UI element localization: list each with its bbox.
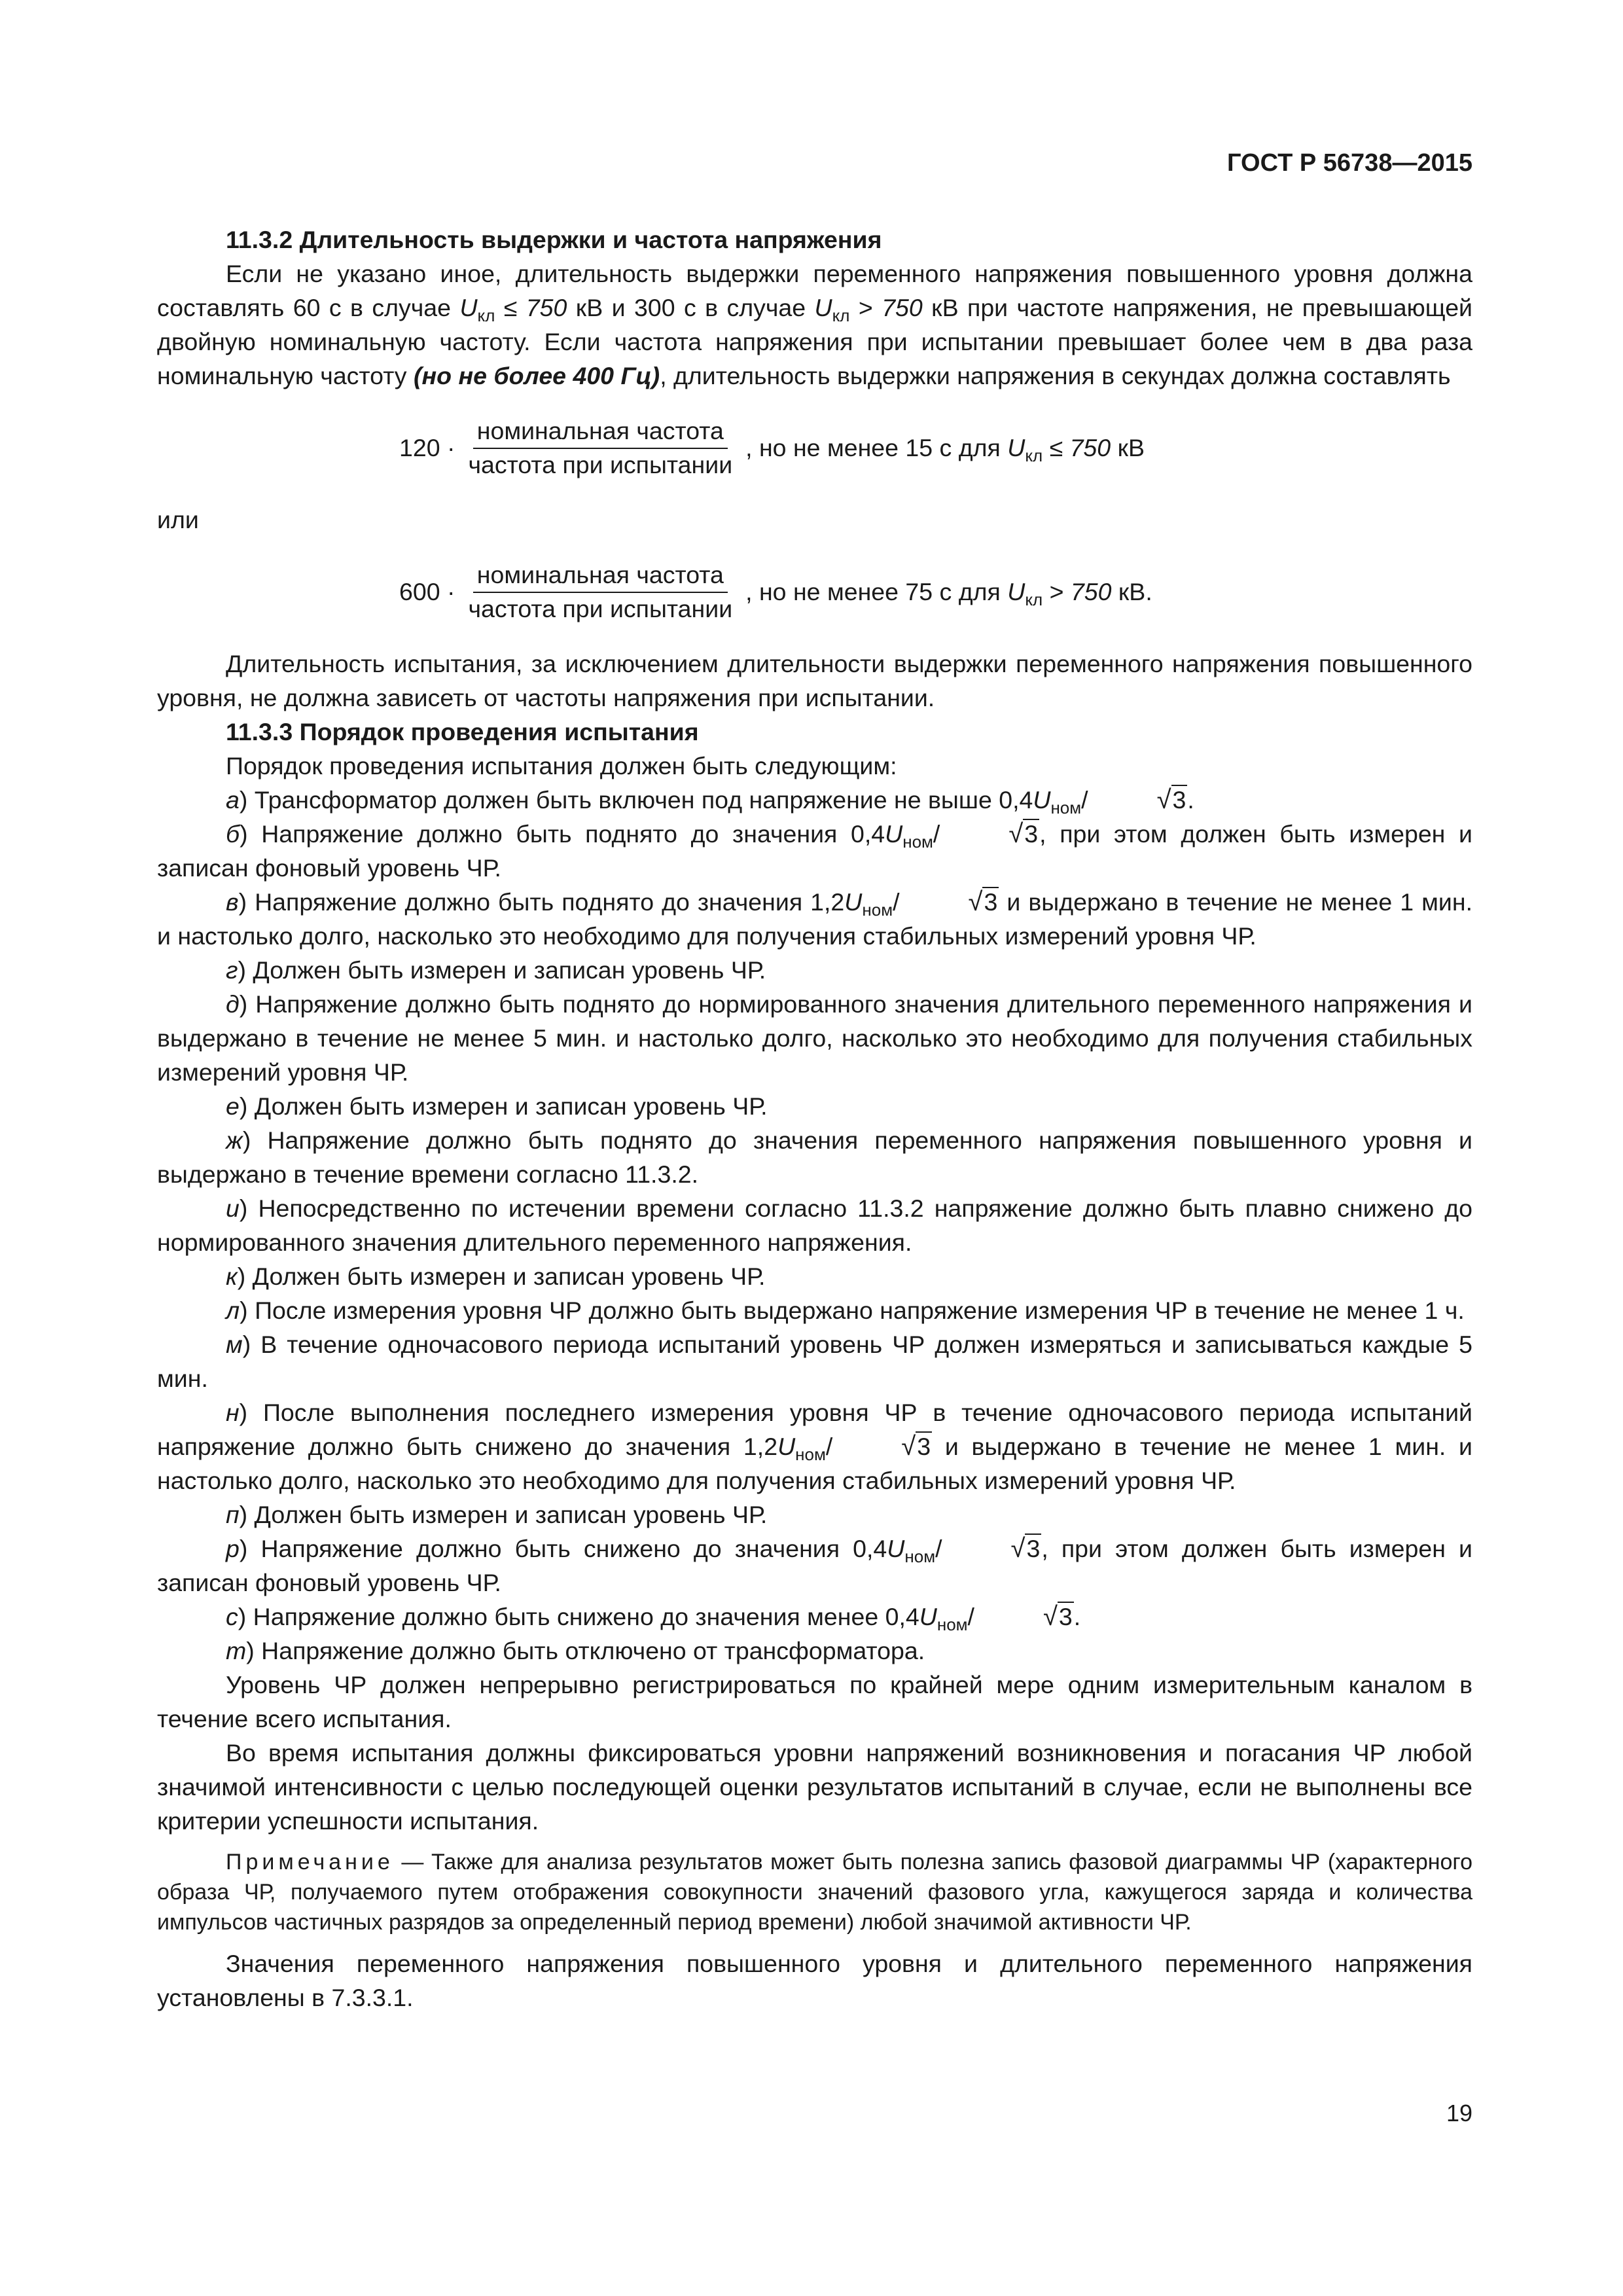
text-run: ) Непосредственно по истечении времени согласно 11.3.2 напряжение должно быть плавно снижено до нормированного значения длительного переменного напряжения.: [157, 1194, 1472, 1256]
list-letter: т: [226, 1637, 247, 1664]
text-run: .: [1187, 786, 1194, 814]
subscript-nom: ном: [904, 1547, 936, 1566]
subscript-kl: кл: [477, 306, 495, 325]
text-run: ) Напряжение должно быть отключено от трансформатора.: [246, 1637, 925, 1664]
text-run: ) Напряжение должно быть снижено до значения менее 0,4: [238, 1603, 919, 1630]
note: [157, 1847, 1472, 1937]
fraction-denominator: частота при испытании: [468, 451, 733, 478]
subscript-nom: ном: [936, 1615, 968, 1634]
slash: /: [967, 1603, 974, 1630]
text-run: ) Должен быть измерен и записан уровень ЧР.: [237, 1263, 766, 1290]
text-run: ) Напряжение должно быть поднято до значения 0,4: [240, 820, 885, 848]
root-sign: √: [1010, 1534, 1026, 1563]
list-item-s: [157, 1600, 1472, 1634]
list-item-b: [157, 817, 1472, 885]
text-run: ) Должен быть измерен и записан уровень ЧР.: [238, 956, 766, 984]
symbol-u: U: [459, 294, 478, 321]
symbol-u: U: [1007, 578, 1026, 605]
list-letter: б: [226, 820, 240, 848]
section-heading-11-3-3: 11.3.3 Порядок проведения испытания: [226, 718, 699, 745]
document-page: [157, 0, 1472, 2296]
text-run: , но не менее 75 с для: [745, 578, 1008, 605]
list-item-k: [157, 1259, 1472, 1293]
text-run: , при этом должен быть измерен и записан фоновый уровень ЧР.: [157, 820, 1472, 882]
symbol-u: U: [777, 1433, 796, 1460]
text-run: кВ: [1111, 434, 1145, 461]
list-letter: с: [226, 1603, 238, 1630]
subscript-nom: ном: [795, 1444, 826, 1464]
sqrt-3: [940, 817, 1039, 851]
root-sign: √: [1008, 819, 1024, 848]
list-letter: г: [226, 956, 238, 984]
slash: /: [933, 820, 940, 848]
text-run: Если не указано иное, длительность выдержки переменного напряжения повышенного уровня должна составлять 60 с в случае: [157, 260, 1472, 321]
text-run: ) Трансформатор должен быть включен под напряжение не выше 0,4: [239, 786, 1033, 814]
list-item-g: [157, 953, 1472, 987]
value-750: 750: [1069, 434, 1111, 461]
list-item-p: [157, 1498, 1472, 1532]
text-run: ) Должен быть измерен и записан уровень ЧР.: [239, 1092, 768, 1120]
fraction-numerator: номинальная частота: [473, 560, 728, 593]
text-run: кВ.: [1111, 578, 1152, 605]
list-item-v: [157, 885, 1472, 953]
symbol-u: U: [887, 1535, 905, 1562]
root-sign: √: [901, 1432, 916, 1461]
list-letter: п: [226, 1501, 240, 1528]
symbol-u: U: [1033, 786, 1051, 814]
slash: /: [1081, 786, 1088, 814]
fraction: [464, 560, 736, 623]
list-letter: л: [226, 1297, 240, 1324]
text-run: , но не менее 15 с для: [745, 434, 1008, 461]
paragraph-fix-levels: Во время испытания должны фиксироваться уровни напряжений возникновения и погасания ЧР любой значимой интенсивности с целью последующей оценки результатов испытаний в случае, если не выполнены все критерии успешности испытания.: [157, 1739, 1472, 1835]
subscript-nom: ном: [1050, 798, 1082, 817]
radicand: 3: [984, 888, 998, 916]
list-item-e: [157, 1089, 1472, 1123]
radicand: 3: [1058, 1603, 1073, 1630]
text-run: >: [849, 294, 882, 321]
list-letter: е: [226, 1092, 240, 1120]
text-run: ≤: [1043, 434, 1070, 461]
text-run: .: [1073, 1603, 1081, 1630]
fraction-denominator: частота при испытании: [468, 595, 733, 622]
sqrt-3: [900, 885, 999, 919]
list-letter: р: [226, 1535, 240, 1562]
formula-coefficient: 120 ·: [399, 434, 455, 461]
sqrt-3: [974, 1600, 1074, 1634]
symbol-u: U: [919, 1603, 937, 1630]
list-letter: ж: [226, 1126, 243, 1154]
subscript-kl: кл: [832, 306, 850, 325]
formula-condition: [745, 431, 1145, 465]
slash: /: [893, 888, 900, 916]
root-sign: √: [968, 888, 983, 916]
root-sign: √: [1043, 1602, 1058, 1631]
text-run: кВ и 300 с в случае: [567, 294, 815, 321]
fraction: [464, 416, 736, 479]
list-letter: к: [226, 1263, 238, 1290]
section-heading-11-3-2: 11.3.2 Длительность выдержки и частота напряжения: [226, 226, 882, 253]
note-label: Примечание: [226, 1850, 394, 1874]
list-letter: в: [226, 888, 239, 916]
list-letter: м: [226, 1331, 243, 1358]
value-750: 750: [882, 294, 923, 321]
text-run: кВ при частоте напряжения, не превышающей двойную номинальную частоту. Если частота напряжения при испытании превышает более чем в два раза номинальную частоту: [157, 294, 1473, 389]
slash: /: [935, 1535, 942, 1562]
bold-italic-text: (но не более 400 Гц): [413, 362, 660, 389]
formula-coefficient: 600 ·: [399, 578, 455, 605]
text-run: ≤: [495, 294, 526, 321]
symbol-u: U: [844, 888, 863, 916]
text-run: ) После измерения уровня ЧР должно быть выдержано напряжение измерения ЧР в течение не менее 1 ч.: [240, 1297, 1465, 1324]
formula-120: [157, 393, 1472, 503]
text-run: ) Напряжение должно быть поднято до значения 1,2: [238, 888, 845, 916]
formula-condition: [745, 575, 1152, 609]
sqrt-3: [832, 1429, 932, 1463]
text-run: ) Напряжение должно быть поднято до нормированного значения длительного переменного напряжения и выдержано в течение не менее 5 мин. и настолько долго, насколько это необходимо для получения стабильных измерений уровня ЧР.: [157, 990, 1472, 1086]
text-run: , длительность выдержки напряжения в секундах должна составлять: [660, 362, 1451, 389]
text-run: ) Напряжение должно быть снижено до значения 0,4: [239, 1535, 887, 1562]
text-run: и выдержано в течение не менее 1 мин. и настолько долго, насколько это необходимо для получения стабильных измерений уровня ЧР.: [157, 1433, 1472, 1494]
subscript-nom: ном: [902, 832, 933, 852]
radicand: 3: [1026, 1535, 1041, 1562]
list-letter: н: [226, 1399, 240, 1426]
list-item-t: [157, 1634, 1472, 1668]
symbol-u: U: [1007, 434, 1026, 461]
list-item-n: [157, 1395, 1472, 1498]
value-750: 750: [1070, 578, 1112, 605]
paragraph-test-duration: Длительность испытания, за исключением длительности выдержки переменного напряжения повышенного уровня, не должна зависеть от частоты напряжения при испытании.: [157, 650, 1472, 711]
fraction-numerator: номинальная частота: [473, 416, 728, 449]
text-run: >: [1043, 578, 1071, 605]
root-sign: √: [1156, 785, 1171, 814]
paragraph-final: Значения переменного напряжения повышенного уровня и длительного переменного напряжения установлены в 7.3.3.1.: [157, 1950, 1472, 2011]
sqrt-3: [1088, 783, 1188, 817]
list-item-d: [157, 987, 1472, 1089]
text-run: ) Напряжение должно быть поднято до значения переменного напряжения повышенного уровня и выдержано в течение времени согласно 11.3.2.: [157, 1126, 1472, 1188]
radicand: 3: [1172, 786, 1186, 814]
radicand: 3: [1024, 820, 1039, 848]
text-run: ) После выполнения последнего измерения уровня ЧР в течение одночасового периода испытаний напряжение должно быть снижено до значения 1,2: [157, 1399, 1472, 1460]
paragraph-register: Уровень ЧР должен непрерывно регистрироваться по крайней мере одним измерительным каналом в течение всего испытания.: [157, 1671, 1472, 1732]
list-letter: и: [226, 1194, 240, 1222]
formula-600: [157, 537, 1472, 647]
subscript-kl: кл: [1025, 446, 1043, 465]
word-or: или: [157, 506, 199, 533]
list-item-m: [157, 1327, 1472, 1395]
sqrt-3: [942, 1532, 1042, 1566]
paragraph-duration: [157, 257, 1472, 393]
document-header: ГОСТ Р 56738—2015: [1227, 149, 1472, 177]
symbol-u: U: [885, 820, 903, 848]
list-item-r: [157, 1532, 1472, 1600]
list-letter: д: [226, 990, 240, 1018]
text-run: ) Должен быть измерен и записан уровень ЧР.: [239, 1501, 768, 1528]
subscript-nom: ном: [862, 900, 893, 920]
symbol-u: U: [814, 294, 832, 321]
text-run: и выдержано в течение не менее 1 мин. и настолько долго, насколько это необходимо для получения стабильных измерений уровня ЧР.: [157, 888, 1472, 950]
list-item-l: [157, 1293, 1472, 1327]
list-letter: а: [226, 786, 240, 814]
text-run: ) В течение одночасового периода испытаний уровень ЧР должен измеряться и записываться каждые 5 мин.: [157, 1331, 1472, 1392]
subscript-kl: кл: [1025, 590, 1043, 609]
document-body: [157, 223, 1472, 2015]
list-item-zh: [157, 1123, 1472, 1191]
page-number: 19: [1446, 2100, 1472, 2126]
note-text: — Также для анализа результатов может быть полезна запись фазовой диаграммы ЧР (характерного образа ЧР, получаемого путем отображения совокупности значений фазового угла, кажущегося заряда и количества импульсов частичных разрядов за определенный период времени) любой значимой активности ЧР.: [157, 1850, 1472, 1935]
text-run: , при этом должен быть измерен и записан фоновый уровень ЧР.: [157, 1535, 1472, 1596]
slash: /: [825, 1433, 833, 1460]
list-item-i: [157, 1191, 1472, 1259]
radicand: 3: [917, 1433, 931, 1460]
list-item-a: [157, 783, 1472, 817]
value-750: 750: [526, 294, 567, 321]
paragraph-procedure-intro: Порядок проведения испытания должен быть следующим:: [226, 752, 897, 780]
